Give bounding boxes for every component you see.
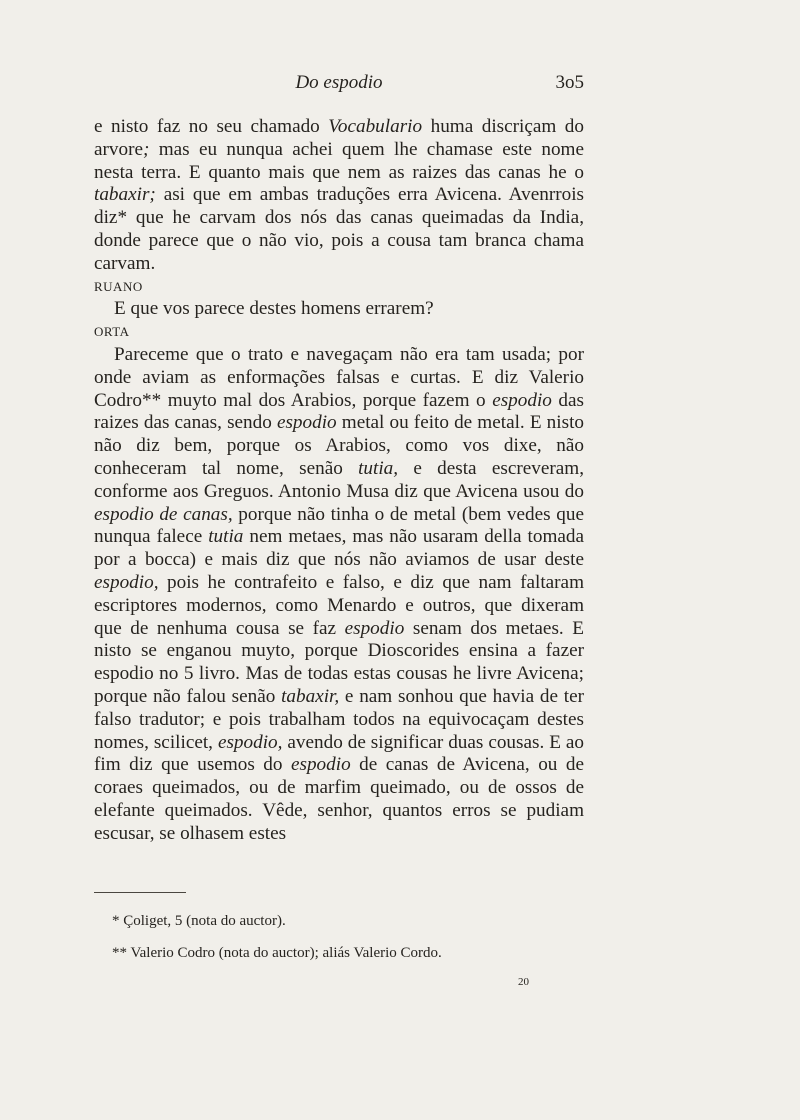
italic-run: Vocabulario [328, 116, 423, 137]
footnote-2: ** Valerio Codro (nota do auctor); aliás Valerio Cordo. [112, 945, 442, 961]
text-run: E que vos parece destes homens errarem? [114, 298, 434, 320]
text-run: nem metaes, mas não usaram della tomada por a bocca) e mais diz que nós não aviamos de usar deste [94, 526, 584, 571]
text-run: pois he contrafeito e falso, e diz que nam faltaram escriptores modernos, como Menardo e outros, que dixeram que de nenhuma cousa se faz [94, 571, 584, 639]
text-run: senam dos metaes. E nisto se enganou muyto, porque Dioscorides ensina a fazer espodio no 5 livro. Mas de todas estas cousas he livre Avicena; porque não falou senão [94, 617, 584, 707]
text-run: avendo de significar duas cousas. E ao fim diz que usemos do [94, 731, 585, 776]
italic-run: espodio [276, 412, 337, 434]
paragraph-3 [94, 344, 584, 846]
text-run: asi que em ambas traduções erra Avicena. Avenrrois diz* que he carvam dos nós das canas queimadas da India, donde parece que o não vio, pois a cousa tam branca chama carvam. [94, 184, 584, 274]
text-run: e nisto faz no seu chamado [94, 116, 329, 137]
text-run: de canas de Avicena, ou de coraes queimados, ou de marfim queimado, ou de ossos de elefante queimados. Vêde, senhor, quantos erros se pudiam escusar, se olhasem estes [94, 754, 584, 844]
text-run: metal ou feito de metal. E nisto não diz bem, porque os Arabios, como vos dixe, não conheceram tal nome, senão [94, 412, 584, 479]
speaker-ruano: RUANO [94, 278, 143, 294]
text-run: das raizes das canas, sendo [94, 389, 585, 434]
text-run: mas eu nunqua achei quem lhe chamase este nome nesta terra. E quanto mais que nem as raizes das canas he o [94, 138, 584, 183]
italic-run: ; [143, 138, 150, 160]
signature-mark: 20 [518, 976, 529, 988]
italic-run: espodio [344, 617, 405, 639]
running-title: Do espodio [295, 72, 383, 93]
text-run: e desta escreveram, conforme aos Greguos. Antonio Musa diz que Avicena usou do [94, 457, 584, 502]
italic-run: tutia, [358, 457, 399, 479]
text-run: Pareceme que o trato e navegaçam não era tam usada; por onde aviam as enformações falsas e curtas. E diz Valerio Codro** muyto mal dos Arabios, porque fazem o [94, 343, 584, 411]
footnote-rule [94, 892, 186, 893]
footnote-1: * Çoliget, 5 (nota do auctor). [112, 913, 286, 929]
italic-run: tabaxir; [94, 184, 156, 206]
italic-run: espodio, [217, 731, 283, 753]
page-header [94, 72, 584, 106]
italic-run: espodio de canas, [94, 503, 233, 525]
page-number: 3o5 [555, 72, 584, 93]
italic-run: espodio [492, 389, 552, 411]
italic-run: espodio, [94, 571, 159, 593]
main-text [94, 116, 584, 846]
text-run: huma discriçam do arvore [94, 116, 584, 160]
footnotes [112, 912, 582, 976]
speaker-orta: ORTA [94, 324, 130, 340]
text-run: e nam sonhou que havia de ter falso tradutor; e pois trabalham todos na equivocaçam destes nomes, scilicet, [94, 685, 584, 753]
italic-run: tabaxir, [281, 685, 340, 707]
italic-run: espodio [290, 754, 351, 776]
text-run: porque não tinha o de metal (bem vedes que nunqua falece [94, 503, 584, 548]
paragraph-2 [94, 298, 584, 321]
paragraph-1 [94, 116, 584, 276]
italic-run: tutia [208, 526, 244, 548]
